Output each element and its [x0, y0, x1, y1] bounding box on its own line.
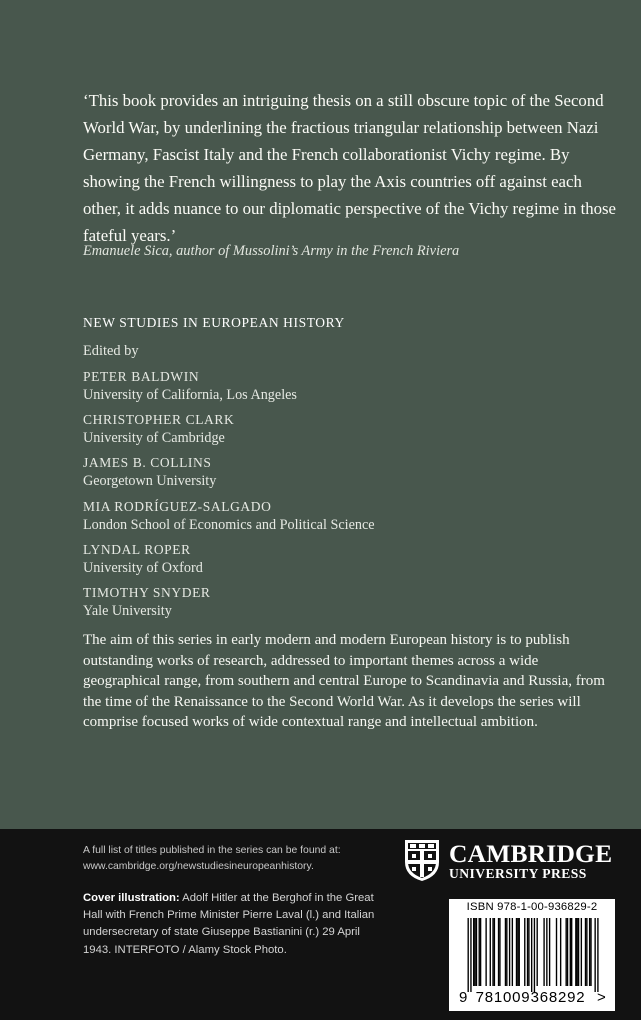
publisher-subtitle: UNIVERSITY PRESS [449, 866, 587, 881]
barcode-bar [556, 918, 557, 986]
series-description: The aim of this series in early modern and modern European history is to publish outstanding works of research, addressed to important themes across a wide geographical range, from southern and central Europe to Scandinavia and Russia, from the time of the Renaissance to the Second World War. As it develops the series will comprise focused works of wide contextual range and intellectual ambition. [83, 632, 605, 730]
editor-entry [83, 498, 375, 541]
editor-name: TIMOTHY SNYDER [83, 584, 211, 600]
editor-name: PETER BALDWIN [83, 369, 200, 384]
review-attribution [83, 243, 459, 260]
barcode-bar [517, 918, 518, 986]
barcode-bar [589, 918, 590, 986]
barcode-bar [546, 918, 547, 986]
barcode-left-digits: 781009 [475, 989, 531, 1006]
barcode-bar [494, 918, 495, 986]
editor-entry [83, 584, 375, 627]
barcode-bar [565, 918, 566, 986]
editor-affiliation: London School of Economics and Political Science [83, 516, 375, 533]
barcode-bar [516, 918, 517, 986]
barcode-bar [549, 918, 550, 986]
editor-name: MIA RODRÍGUEZ-SALGADO [83, 498, 272, 514]
cover-illustration-text: Adolf Hitler at the Berghof in the Great Hall with French Prime Minister Pierre Laval (l.) and Italian undersecretary of state Giuseppe Bastianini (r.) 29 April 1943. INTERFOTO / Alamy Stock Photo. [83, 892, 375, 956]
barcode-bar [585, 918, 586, 986]
editor-affiliation: University of Cambridge [83, 430, 225, 447]
series-list-note: A full list of titles published in the series can be found at: www.cambridge.org/newstudiesineuropeanhistory. [83, 845, 341, 872]
series-title: NEW STUDIES IN EUROPEAN HISTORY [83, 315, 345, 330]
barcode-bar [519, 918, 520, 986]
ean-barcode [457, 918, 607, 1006]
editor-entry [83, 411, 375, 454]
editor-name: JAMES B. COLLINS [83, 455, 212, 471]
barcode-quiet-zone-mark: > [597, 989, 606, 1006]
barcode-bar [498, 918, 499, 986]
barcode-bar [567, 918, 568, 986]
editor-list [83, 368, 375, 627]
barcode-bar [528, 918, 529, 986]
barcode-bar [537, 918, 538, 986]
publisher-logo [403, 838, 623, 882]
editor-name: CHRISTOPHER CLARK [83, 412, 235, 428]
editor-name: LYNDAL ROPER [83, 541, 191, 557]
barcode-bar [590, 918, 591, 986]
barcode-bar [479, 918, 480, 986]
barcode-bar [577, 918, 578, 986]
editor-entry [83, 454, 375, 497]
barcode-guard-bar [468, 918, 469, 992]
editor-affiliation: Georgetown University [83, 473, 217, 490]
barcode-first-digit: 9 [459, 989, 468, 1006]
barcode-guard-bar [534, 918, 535, 992]
attribution-author: Emanuele Sica, author of [83, 243, 233, 259]
barcode-bar [571, 918, 572, 986]
barcode-bar [474, 918, 475, 986]
isbn-barcode [449, 899, 615, 1011]
editor-entry [83, 541, 375, 584]
editor-affiliation: University of California, Los Angeles [83, 387, 297, 403]
barcode-bar [505, 918, 506, 986]
barcode-guard-bar [594, 918, 595, 992]
barcode-bar [543, 918, 544, 986]
barcode-bar [476, 918, 477, 986]
barcode-bar [499, 918, 500, 986]
barcode-bar [485, 918, 486, 986]
barcode-bar [509, 918, 510, 986]
barcode-bars [468, 918, 599, 992]
isbn-label: ISBN 978-1-00-936829-2 [466, 901, 598, 913]
publisher-name: CAMBRIDGE [449, 839, 613, 868]
barcode-right-digits: 368292 [530, 989, 586, 1006]
barcode-bar [473, 918, 474, 986]
barcode-guard-bar [597, 918, 598, 992]
barcode-bar [586, 918, 587, 986]
editor-entry [83, 368, 375, 411]
edited-by-label: Edited by [83, 343, 139, 359]
attribution-book-title: Mussolini’s Army in the French Riviera [232, 243, 460, 259]
barcode-guard-bar [531, 918, 532, 992]
barcode-bar [527, 918, 528, 986]
cambridge-shield-icon [403, 838, 441, 882]
barcode-bar [492, 918, 493, 986]
editor-affiliation: Yale University [83, 602, 172, 619]
barcode-bar [578, 918, 579, 986]
barcode-bar [506, 918, 507, 986]
editor-affiliation: University of Oxford [83, 559, 203, 576]
barcode-bar [524, 918, 525, 986]
barcode-bar [581, 918, 582, 986]
barcode-bar [490, 918, 491, 986]
barcode-guard-bar [470, 918, 471, 992]
barcode-bar [512, 918, 513, 986]
barcode-bar [480, 918, 481, 986]
footer-band [0, 829, 641, 1020]
cover-illustration-credit [83, 890, 383, 959]
barcode-bar [575, 918, 576, 986]
cover-illustration-label: Cover illustration: [83, 892, 180, 904]
barcode-bar [560, 918, 561, 986]
review-quote: ‘This book provides an intriguing thesis on a still obscure topic of the Second World War, by underlining the fractious triangular relationship between Nazi Germany, Fascist Italy and the French collaborationist Vichy regime. By showing the French willingness to play the Axis countries off against each other, it adds nuance to our diplomatic perspective of the Vichy regime in those fateful years.’ [83, 91, 616, 245]
barcode-bar [570, 918, 571, 986]
